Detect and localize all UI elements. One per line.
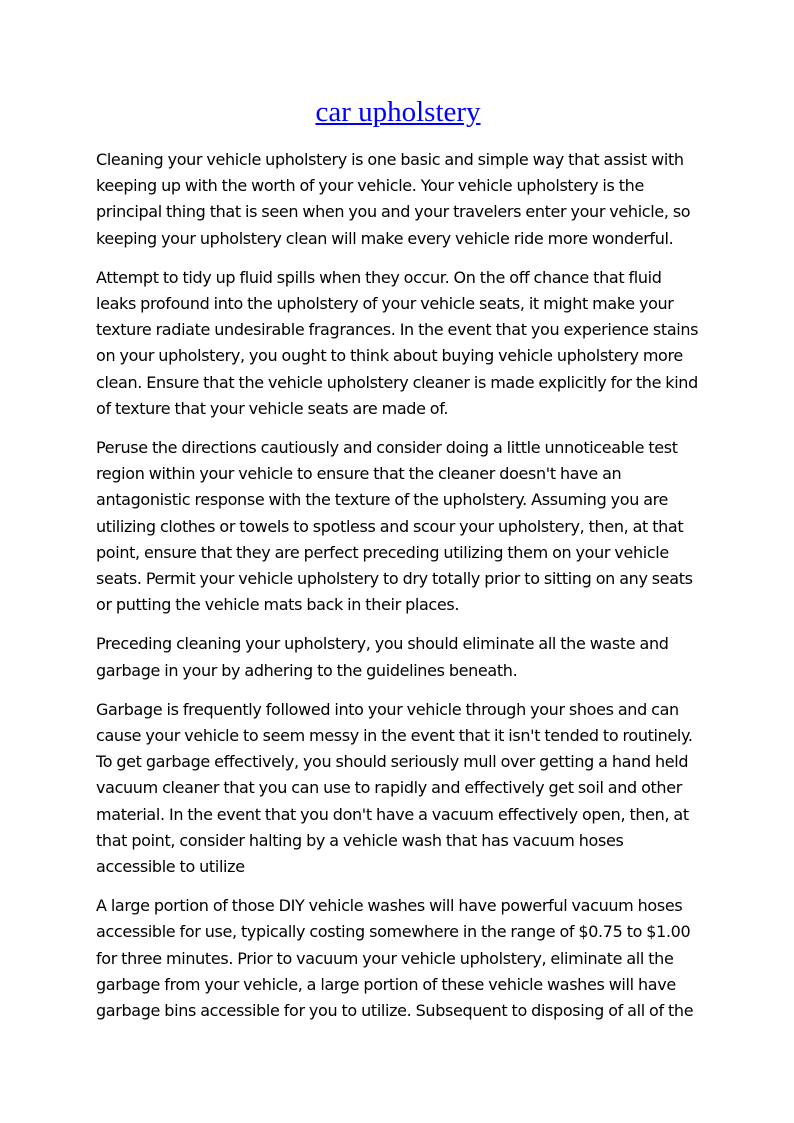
paragraph-2: Attempt to tidy up fluid spills when they occur. On the off chance that fluid leaks profound into the upholstery of your vehicle seats, it might make your texture radiate undesirable fragrances. In the event that you experience stains on your upholstery, you ought to think about buying vehicle upholstery more clean. Ensure that the vehicle upholstery cleaner is made explicitly for the kind of texture that your vehicle seats are made of. [96,267,699,418]
paragraph-4: Preceding cleaning your upholstery, you should eliminate all the waste and garbage in your by adhering to the guidelines beneath. [96,634,669,680]
paragraph-3: Peruse the directions cautiously and consider doing a little unnoticeable test region within your vehicle to ensure that the cleaner doesn't have an antagonistic response with the texture of the upholstery. Assuming you are utilizing clothes or towels to spotless and scour your upholstery, then, at that point, ensure that they are perfect preceding utilizing them on your vehicle seats. Permit your vehicle upholstery to dry totally prior to sitting on any seats or putting the vehicle mats back in their places. [96,438,693,615]
page-title-link[interactable]: car upholstery [315,96,481,128]
paragraph-6: A large portion of those DIY vehicle washes will have powerful vacuum hoses accessible for use, typically costing somewhere in the range of $0.75 to $1.00 for three minutes. Prior to vacuum your vehicle upholstery, eliminate all the garbage from your vehicle, a large portion of these vehicle washes will have garbage bins accessible for you to utilize. Subsequent to disposing of all of the [96,896,694,1021]
paragraph-5: Garbage is frequently followed into your vehicle through your shoes and can cause your vehicle to seem messy in the event that it isn't tended to routinely. To get garbage effectively, you should seriously mull over getting a hand held vacuum cleaner that you can use to rapidly and effectively get soil and other material. In the event that you don't have a vacuum effectively open, then, at that point, consider halting by a vehicle wash that has vacuum hoses accessible to utilize [96,699,693,877]
document-page [96,92,700,1037]
paragraph-1: Cleaning your vehicle upholstery is one basic and simple way that assist with keeping up with the worth of your vehicle. Your vehicle upholstery is the principal thing that is seen when you and your travelers enter your vehicle, so keeping your upholstery clean will make every vehicle ride more wonderful. [96,150,691,248]
